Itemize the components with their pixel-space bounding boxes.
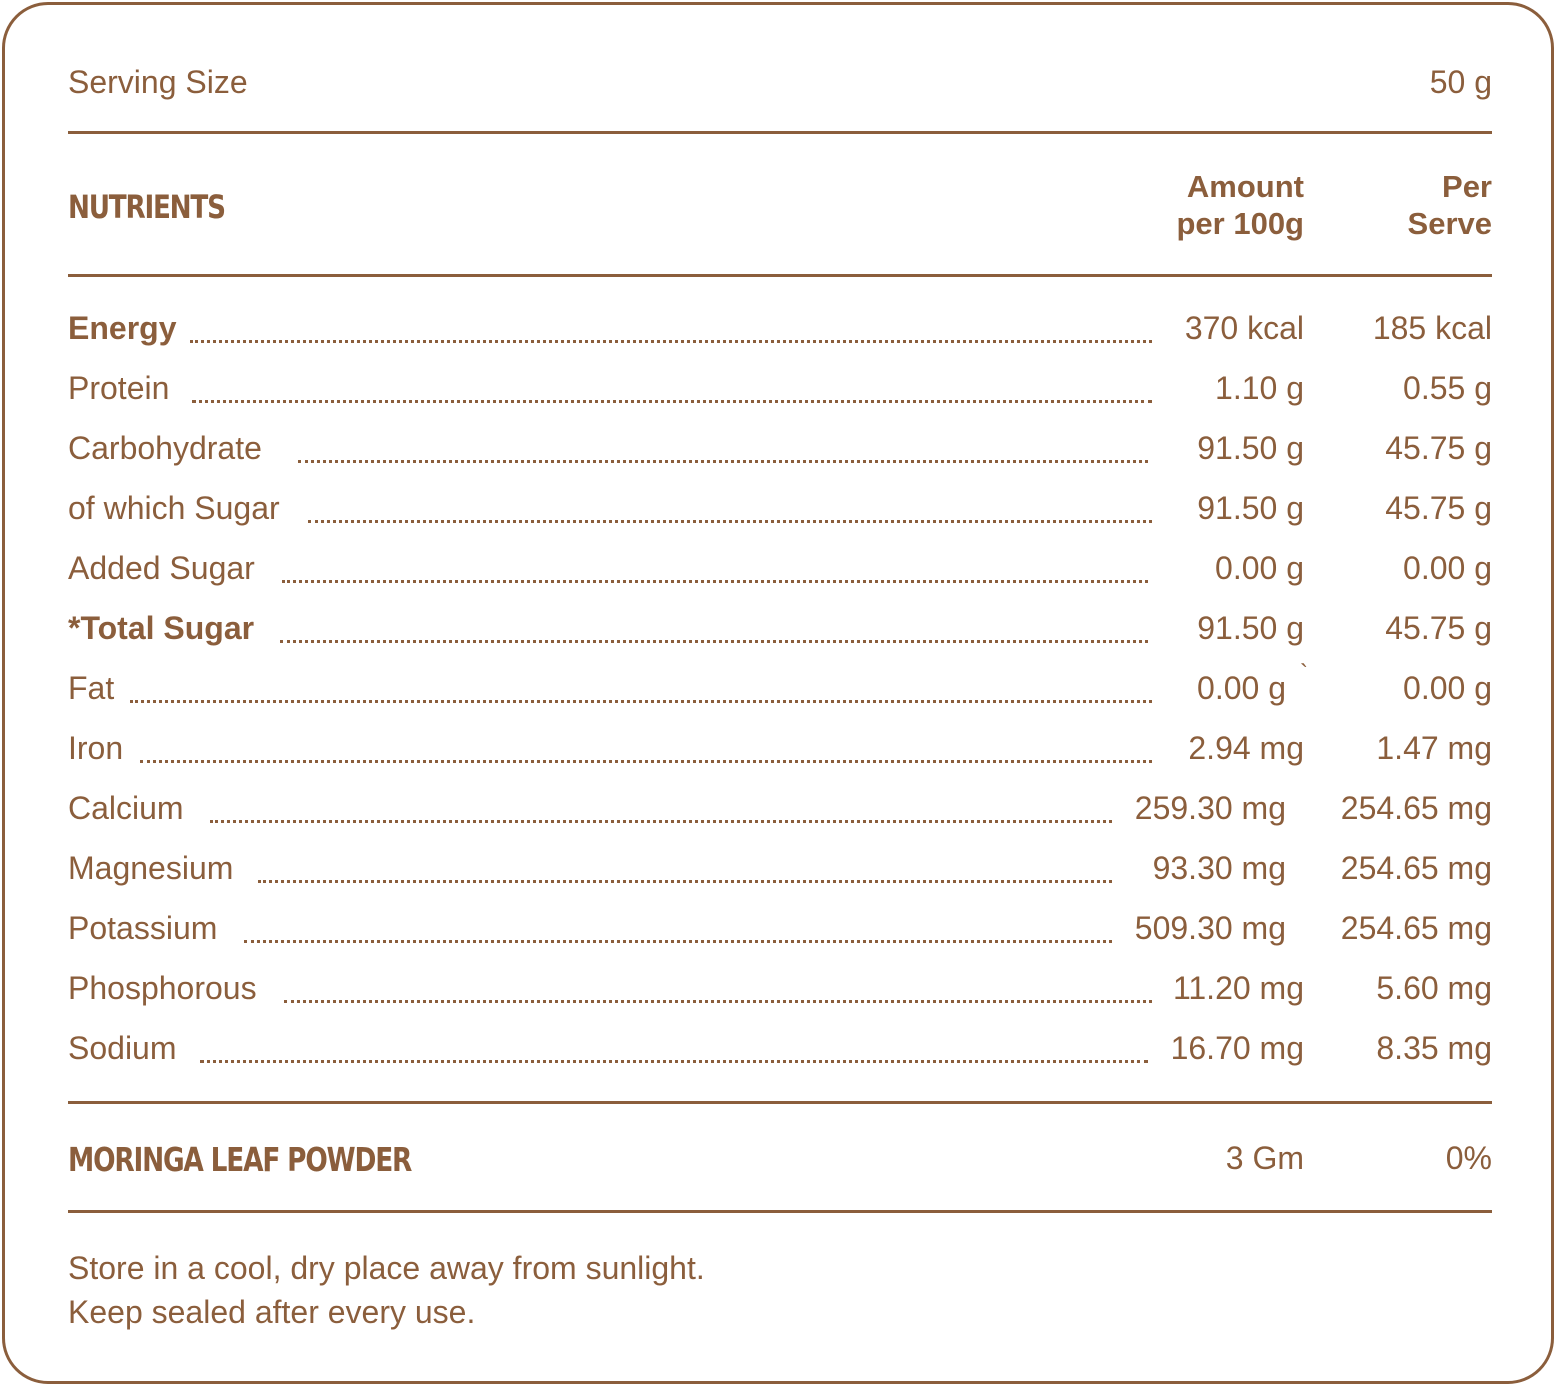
nutrient-label: Potassium	[68, 910, 218, 946]
dot-leader	[140, 760, 1152, 763]
nutrient-per-100g: 509.30 mg	[1134, 910, 1286, 946]
nutrient-label: Iron	[68, 730, 124, 766]
nutrient-per-100g: 16.70 mg	[1170, 1030, 1304, 1066]
nutrient-per-serve: 45.75 g	[1385, 610, 1492, 646]
nutrient-row-added-sugar	[68, 546, 1492, 606]
per-serve-heading	[1332, 168, 1492, 242]
dot-leader	[282, 580, 1148, 583]
divider	[68, 131, 1492, 134]
dot-leader	[190, 340, 1152, 343]
nutrient-per-100g: 91.50 g	[1197, 490, 1304, 526]
nutrient-row-phosphorous	[68, 966, 1492, 1026]
nutrient-row-fat	[68, 660, 1492, 726]
storage-line-2: Keep sealed after every use.	[68, 1294, 476, 1330]
nutrient-per-serve: 0.00 g	[1403, 670, 1492, 706]
nutrient-per-serve: 8.35 mg	[1376, 1030, 1492, 1066]
divider	[68, 1101, 1492, 1104]
ingredient-name: MORINGA LEAF POWDER	[68, 1140, 412, 1179]
nutrient-label: Added Sugar	[68, 550, 255, 586]
nutrient-per-serve: 0.55 g	[1403, 370, 1492, 406]
nutrient-label: Protein	[68, 370, 170, 406]
nutrient-per-serve: 1.47 mg	[1376, 730, 1492, 766]
dot-leader	[284, 1000, 1152, 1003]
dot-leader	[210, 820, 1112, 823]
amount-heading-line1: Amount	[1186, 169, 1304, 204]
nutrient-per-100g: 11.20 mg	[1172, 970, 1304, 1006]
nutrient-label: Energy	[68, 310, 177, 346]
nutrient-label: Fat	[68, 670, 115, 706]
nutrient-row-protein	[68, 366, 1492, 426]
ingredient-row	[68, 1136, 1492, 1184]
dot-leader	[298, 460, 1148, 463]
nutrient-per-100g: 0.00 g	[1215, 550, 1304, 586]
serving-size-value: 50 g	[1429, 63, 1492, 100]
nutrient-per-100g: 91.50 g	[1197, 430, 1304, 466]
nutrient-label: of which Sugar	[68, 490, 280, 526]
dot-leader	[200, 1060, 1148, 1063]
nutrient-label: Phosphorous	[68, 970, 257, 1006]
stray-mark: `	[1300, 660, 1308, 687]
nutrient-per-100g: 0.00 g	[1197, 670, 1286, 706]
nutrient-row-magnesium	[68, 846, 1492, 906]
nutrient-per-100g: 2.94 mg	[1188, 730, 1304, 766]
dot-leader	[130, 700, 1152, 703]
dot-leader	[244, 940, 1112, 943]
nutrient-per-serve: 45.75 g	[1385, 490, 1492, 526]
nutrient-row-energy	[68, 306, 1492, 366]
nutrient-row-iron	[68, 726, 1492, 786]
divider	[68, 274, 1492, 277]
nutrient-label: Calcium	[68, 790, 184, 826]
nutrient-row-calcium	[68, 786, 1492, 846]
amount-heading-line2: per 100g	[1176, 206, 1304, 241]
nutrient-per-100g: 1.10 g	[1215, 370, 1304, 406]
dot-leader	[258, 880, 1112, 883]
nutrient-per-serve: 254.65 mg	[1340, 910, 1492, 946]
nutrient-label: Sodium	[68, 1030, 177, 1066]
per-serve-heading-line2: Serve	[1407, 206, 1492, 241]
nutrient-row-sodium	[68, 1026, 1492, 1086]
dot-leader	[280, 640, 1148, 643]
nutrient-per-serve: 0.00 g	[1403, 550, 1492, 586]
nutrient-row-potassium	[68, 906, 1492, 966]
nutrient-label: *Total Sugar	[68, 610, 255, 646]
per-serve-heading-line1: Per	[1442, 169, 1492, 204]
serving-size-row	[68, 60, 1492, 104]
nutrient-row-total-sugar	[68, 606, 1492, 666]
nutrient-per-100g: 91.50 g	[1197, 610, 1304, 646]
nutrient-per-100g: 93.30 mg	[1152, 850, 1286, 886]
dot-leader	[308, 520, 1152, 523]
nutrient-per-serve: 254.65 mg	[1340, 790, 1492, 826]
dot-leader	[192, 400, 1152, 403]
storage-instructions	[68, 1246, 705, 1334]
nutrient-row-carbohydrate	[68, 426, 1492, 486]
storage-line-1: Store in a cool, dry place away from sunlight.	[68, 1250, 705, 1286]
nutrient-label: Magnesium	[68, 850, 234, 886]
ingredient-percent: 0%	[1445, 1140, 1492, 1176]
ingredient-amount: 3 Gm	[1225, 1140, 1304, 1176]
divider	[68, 1210, 1492, 1213]
nutrient-row-of-which-sugar	[68, 486, 1492, 546]
serving-size-label: Serving Size	[68, 63, 248, 100]
nutrient-table	[68, 306, 1492, 1086]
nutrients-heading: NUTRIENTS	[68, 188, 225, 226]
nutrient-label: Carbohydrate	[68, 430, 262, 466]
nutrient-per-serve: 254.65 mg	[1340, 850, 1492, 886]
amount-per-100g-heading	[1064, 168, 1304, 242]
nutrient-per-serve: 185 kcal	[1372, 310, 1492, 346]
nutrient-per-100g: 370 kcal	[1184, 310, 1304, 346]
nutrient-per-100g: 259.30 mg	[1134, 790, 1286, 826]
nutrients-header	[68, 168, 1492, 248]
nutrient-per-serve: 5.60 mg	[1376, 970, 1492, 1006]
nutrient-per-serve: 45.75 g	[1385, 430, 1492, 466]
